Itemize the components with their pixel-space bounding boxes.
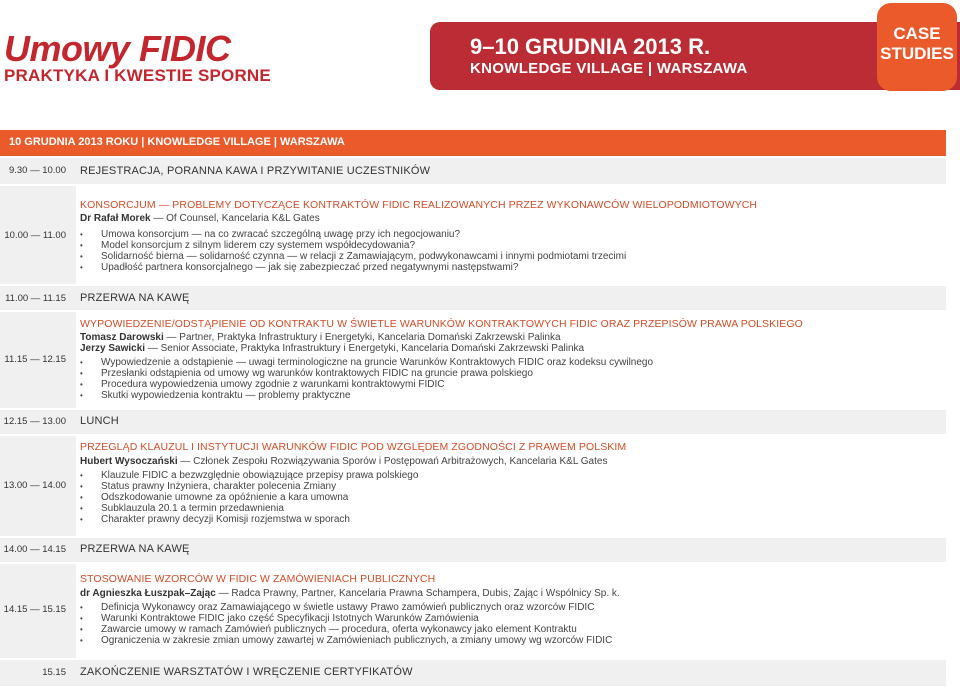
speaker-role: — Partner, Praktyka Infrastruktury i Energetyki, Kancelaria Domański Zakrzewski Palinka	[166, 332, 561, 343]
session-points	[80, 470, 418, 525]
row-label: ZAKOŃCZENIE WARSZTATÓW I WRĘCZENIE CERTYFIKATÓW	[80, 666, 413, 678]
event-date: 9–10 GRUDNIA 2013 R.	[470, 34, 711, 59]
speaker-name: Jerzy Sawicki	[80, 343, 146, 354]
speaker-name: Hubert Wysoczański	[80, 456, 178, 467]
session-points	[80, 602, 612, 646]
row-time: 12.15 — 13.00	[3, 416, 66, 427]
list-item: • Ograniczenia w zakresie zmian umowy zawartej w Zamówieniach publicznych, a zmiany umowy wg wzorców FIDIC	[80, 635, 612, 646]
list-item: • Solidarność bierna — solidarność czynna — w relacji z Zamawiającym, podwykonawcami i innymi podmiotami trzecimi	[80, 251, 626, 262]
list-item: • Klauzule FIDIC a bezwzględnie obowiązujące przepisy prawa polskiego	[80, 470, 418, 481]
row-label: LUNCH	[80, 415, 119, 427]
page-title: Umowy FIDIC	[4, 28, 231, 69]
session-title: KONSORCJUM — PROBLEMY DOTYCZĄCE KONTRAKTÓW FIDIC REALIZOWANYCH PRZEZ WYKONAWCÓW WIELOPODMIOTOWYCH	[80, 199, 758, 211]
list-item: • Definicja Wykonawcy oraz Zamawiającego w świetle ustawy Prawo zamówień publicznych oraz wzorców FIDIC	[80, 602, 612, 613]
event-venue: KNOWLEDGE VILLAGE | WARSZAWA	[470, 60, 748, 77]
list-item: • Status prawny Inżyniera, charakter polecenia Zmiany	[80, 481, 418, 492]
list-item: • Umowa konsorcjum — na co zwracać szczególną uwagę przy ich negocjowaniu?	[80, 229, 626, 240]
speaker-role: — Członek Zespołu Rozwiązywania Sporów i Postępowań Arbitrażowych, Kancelaria K&L Gates	[180, 456, 608, 467]
list-item: • Subklauzula 20.1 a termin przedawnienia	[80, 503, 418, 514]
list-item: • Odszkodowanie umowne za opóźnienie a kara umowna	[80, 492, 418, 503]
session-time: 14.15 — 15.15	[3, 604, 66, 615]
speaker-role: — Radca Prawny, Partner, Kancelaria Prawna Schampera, Dubis, Zając i Wspólnicy Sp. k.	[218, 588, 620, 599]
row-time: 9.30 — 10.00	[8, 165, 66, 176]
speaker	[80, 588, 620, 599]
speaker-name: Tomasz Darowski	[80, 332, 164, 343]
row-time: 15.15	[42, 667, 66, 678]
speaker	[80, 456, 607, 467]
list-item: • Model konsorcjum z silnym liderem czy systemem współdecydowania?	[80, 240, 626, 251]
speaker-name: dr Agnieszka Łuszpak–Zając	[80, 588, 216, 599]
row-label: PRZERWA NA KAWĘ	[80, 292, 190, 304]
list-item: • Upadłość partnera konsorcjalnego — jak się zabezpieczać przed negatywnymi następstwami?	[80, 262, 626, 273]
header	[0, 0, 960, 100]
list-item: • Przesłanki odstąpienia od umowy wg warunków kontraktowych FIDIC na gruncie prawa polskiego	[80, 368, 653, 379]
row-time: 14.00 — 14.15	[3, 544, 66, 555]
list-item: • Charakter prawny decyzji Komisji rozjemstwa w sporach	[80, 514, 418, 525]
row-time: 11.00 — 11.15	[5, 293, 66, 304]
day-banner-text: 10 GRUDNIA 2013 ROKU | KNOWLEDGE VILLAGE | WARSZAWA	[9, 136, 345, 148]
badge-line-2: STUDIES	[880, 44, 954, 63]
page-subtitle: PRAKTYKA I KWESTIE SPORNE	[4, 66, 271, 85]
session-points	[80, 357, 653, 401]
speaker-name: Dr Rafał Morek	[80, 213, 151, 224]
row-label: PRZERWA NA KAWĘ	[80, 543, 190, 555]
session-time: 13.00 — 14.00	[3, 480, 66, 491]
speaker	[80, 213, 320, 224]
row-label: REJESTRACJA, PORANNA KAWA I PRZYWITANIE UCZESTNIKÓW	[80, 165, 431, 177]
session-title: STOSOWANIE WZORCÓW W FIDIC W ZAMÓWIENIACH PUBLICZNYCH	[80, 573, 436, 585]
speaker	[80, 343, 584, 354]
badge-line-1: CASE	[893, 24, 941, 43]
session-title: PRZEGLĄD KLAUZUL I INSTYTUCJI WARUNKÓW FIDIC POD WZGLĘDEM ZGODNOŚCI Z PRAWEM POLSKIM	[80, 441, 627, 453]
session-time: 11.15 — 12.15	[4, 354, 66, 365]
speaker-role: — Of Counsel, Kancelaria K&L Gates	[153, 213, 320, 224]
speaker	[80, 332, 561, 343]
session-time: 10.00 — 11.00	[4, 230, 66, 241]
list-item: • Wypowiedzenie a odstąpienie — uwagi terminologiczne na gruncie Warunków Kontraktowych FIDIC oraz kodeksu cywilnego	[80, 357, 653, 368]
schedule-row	[0, 410, 946, 434]
list-item: • Warunki Kontraktowe FIDIC jako część Specyfikacji Istotnych Warunków Zamówienia	[80, 613, 612, 624]
session-title: WYPOWIEDZENIE/ODSTĄPIENIE OD KONTRAKTU W ŚWIETLE WARUNKÓW KONTRAKTOWYCH FIDIC ORAZ PRZEPISÓW PRAWA POLSKIEGO	[80, 318, 803, 330]
speaker-role: — Senior Associate, Praktyka Infrastruktury i Energetyki, Kancelaria Domański Zakrzewski Palinka	[147, 343, 585, 354]
list-item: • Skutki wypowiedzenia kontraktu — problemy praktyczne	[80, 390, 653, 401]
list-item: • Procedura wypowiedzenia umowy zgodnie z warunkami kontraktowymi FIDIC	[80, 379, 653, 390]
list-item: • Zawarcie umowy w ramach Zamówień publicznych — procedura, oferta wykonawcy jako element Kontraktu	[80, 624, 612, 635]
session-points	[80, 229, 626, 273]
